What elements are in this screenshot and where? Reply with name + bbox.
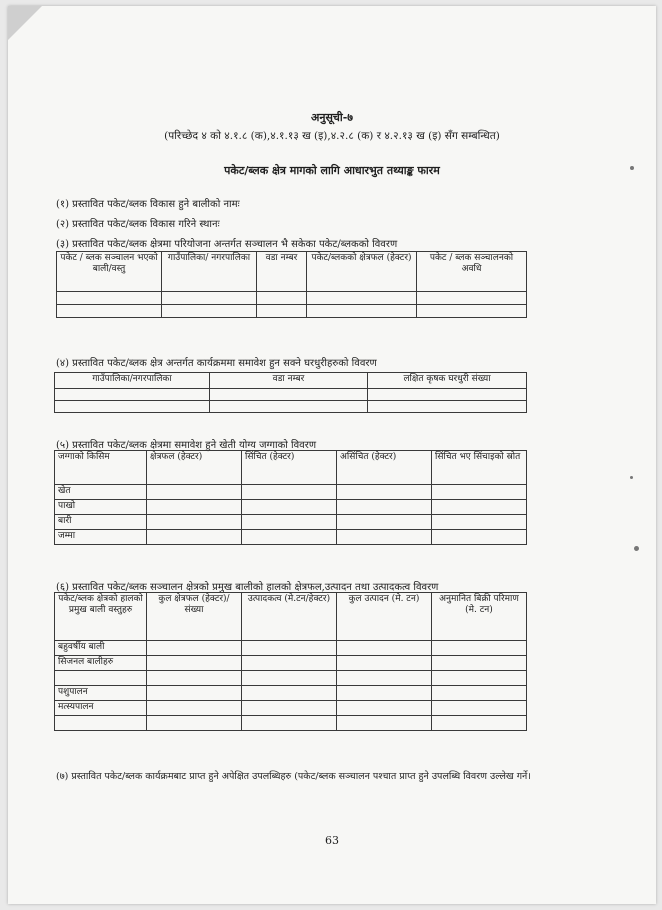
table4-header: गाउँपालिका/नगरपालिका (55, 373, 210, 389)
table-row (55, 686, 527, 701)
table-row (55, 530, 527, 545)
land-type-label: बारी (55, 515, 147, 530)
document-page (8, 6, 656, 904)
table-row (55, 716, 527, 731)
table-row (55, 671, 527, 686)
page-number: 63 (325, 834, 339, 847)
crop-row-label: मत्स्यपालन (55, 701, 147, 716)
table3-header: पकेट/ब्लकको क्षेत्रफल (हेक्टर) (307, 252, 417, 292)
table4-header: लक्षित कृषक घरधुरी संख्या (368, 373, 527, 389)
table-crop-production (54, 592, 527, 731)
table-row (55, 656, 527, 671)
table6-header: पकेट/ब्लक क्षेत्रको हालको प्रमुख बाली वस्तुहरु (55, 593, 147, 641)
table5-header: असिंचित (हेक्टर) (337, 451, 432, 485)
table6-header: उत्पादकत्व (मे.टन/हेक्टर) (242, 593, 337, 641)
table5-header: क्षेत्रफल (हेक्टर) (147, 451, 242, 485)
table-row (55, 389, 527, 401)
table3-header: पकेट / ब्लक सञ्चालनको अवधि (417, 252, 527, 292)
item-1: (१) प्रस्तावित पकेट/ब्लक विकास हुने बालीको नामः (56, 199, 240, 210)
folded-corner (8, 6, 42, 40)
item-4: (४) प्रस्तावित पकेट/ब्लक क्षेत्र अन्तर्गत कार्यक्रममा समावेश हुन सक्ने घरधुरीहरुको विवरण (56, 358, 377, 369)
table6-header: अनुमानित बिक्री परिमाण (मे. टन) (432, 593, 527, 641)
table-row (55, 485, 527, 500)
land-type-label: जम्मा (55, 530, 147, 545)
form-title: पकेट/ब्लक क्षेत्र मागको लागि आधारभुत तथ्याङ्क फारम (224, 164, 440, 177)
table-cultivable-land (54, 450, 527, 545)
table4-header: वडा नम्बर (210, 373, 368, 389)
crop-row-label: सिजनल बालीहरु (55, 656, 147, 671)
scan-speck (634, 546, 639, 551)
table5-header: सिंचित (हेक्टर) (242, 451, 337, 485)
item-7: (७) प्रस्तावित पकेट/ब्लक कार्यक्रमबाट प्राप्त हुने अपेक्षित उपलब्धिहरु (पकेट/ब्लक सञ्चालन पश्चात प्राप्त हुने उपलब्धि विवरण उल्लेख गर्ने। (56, 771, 531, 782)
table-row (57, 292, 527, 305)
table3-header: पकेट / ब्लक सञ्चालन भएको बाली/वस्तु (57, 252, 162, 292)
item-2: (२) प्रस्तावित पकेट/ब्लक विकास गरिने स्थानः (56, 219, 220, 230)
crop-row-label: पशुपालन (55, 686, 147, 701)
table-existing-pockets (56, 251, 527, 318)
crop-row-label: बहुवर्षीय बाली (55, 641, 147, 656)
table6-header: कुल उत्पादन (मे. टन) (337, 593, 432, 641)
scan-speck (630, 476, 633, 479)
table5-header: जग्गाको किसिम (55, 451, 147, 485)
table5-header: सिंचित भए सिंचाइको स्रोत (432, 451, 527, 485)
table-row (55, 500, 527, 515)
table-row (55, 401, 527, 413)
item-6: (६) प्रस्तावित पकेट/ब्लक सञ्चालन क्षेत्रको प्रमुख बालीको हालको क्षेत्रफल,उत्पादन तथा उत्पादकत्व विवरण (56, 582, 439, 593)
table6-header: कुल क्षेत्रफल (हेक्टर)/संख्या (147, 593, 242, 641)
item-5: (५) प्रस्तावित पकेट/ब्लक क्षेत्रमा समावेश हुने खेती योग्य जग्गाको विवरण (56, 440, 317, 451)
table3-header: गाउँपालिका/ नगरपालिका (162, 252, 257, 292)
annex-reference: (परिच्छेद ४ को ४.१.८ (क),४.१.१३ ख (इ),४.२.८ (क) र ४.२.१३ ख (इ) सँग सम्बन्धित) (164, 130, 500, 142)
table3-header: वडा नम्बर (257, 252, 307, 292)
table-row (55, 641, 527, 656)
table-households (54, 372, 527, 413)
land-type-label: पाखो (55, 500, 147, 515)
item-3: (३) प्रस्तावित पकेट/ब्लक क्षेत्रमा परियोजना अन्तर्गत सञ्चालन भै सकेका पकेट/ब्लकको विवरण (56, 239, 398, 250)
table-row (55, 515, 527, 530)
table-row (57, 305, 527, 318)
land-type-label: खेत (55, 485, 147, 500)
table-row (55, 701, 527, 716)
annex-title: अनुसूची-७ (310, 111, 354, 124)
